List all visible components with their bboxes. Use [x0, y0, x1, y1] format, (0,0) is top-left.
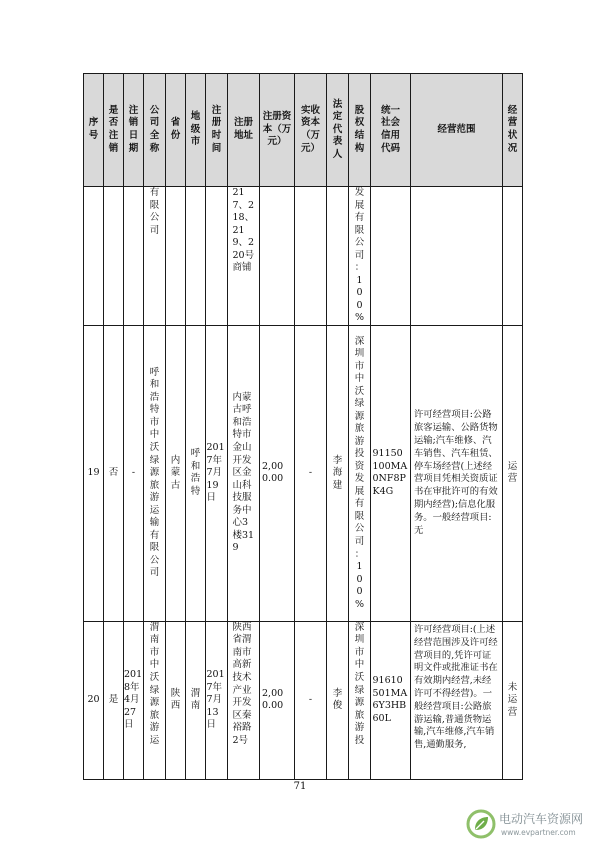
cell-credit-code: [371, 187, 411, 326]
header-scope: 经营范围: [411, 74, 503, 187]
header-reg-time: 注册时间: [206, 74, 228, 187]
cell-legal-rep: 李俊: [327, 621, 349, 779]
watermark: [466, 807, 596, 843]
cell-company-name: 呼和浩特市中沃绿源旅游运输有限公司: [144, 325, 166, 621]
cell-scope: [411, 187, 503, 326]
header-seq: 序号: [84, 74, 104, 187]
cell-seq: [84, 187, 104, 326]
header-city: 地级市: [186, 74, 206, 187]
cell-scope: 许可经营项目:公路旅客运输、公路货物运输;汽车维修、汽车销售、汽车租赁、停车场经营(上述经营项目凭相关资质证书在审批许可的有效期内经营);信息化服务。一般经营项目:无: [411, 325, 503, 621]
cell-company-name: 渭南市中沃绿源旅游运: [144, 621, 166, 779]
cell-paid-capital: [295, 187, 327, 326]
cell-seq: 19: [84, 325, 104, 621]
cell-cancel-date: 2018年4月27日: [124, 621, 144, 779]
cell-equity: 深圳市中沃绿源旅游投: [349, 621, 371, 779]
cell-reg-address: 内蒙古呼和浩特市金山开发区金山科技服务中心3楼319: [228, 325, 260, 621]
cell-reg-address: 217、218、219、220号商铺: [228, 187, 260, 326]
header-cancelled: 是否注销: [104, 74, 124, 187]
cell-legal-rep: 李海建: [327, 325, 349, 621]
cell-province: 陕西: [166, 621, 186, 779]
header-cancel-date: 注销日期: [124, 74, 144, 187]
cell-status: 未运营: [503, 621, 523, 779]
evpartner-logo-icon: [466, 809, 496, 839]
cell-credit-code: 91150100MA0NF8PK4G: [371, 325, 411, 621]
header-company-name: 公司全称: [144, 74, 166, 187]
header-province: 省份: [166, 74, 186, 187]
cell-province: [166, 187, 186, 326]
cell-province: 内蒙古: [166, 325, 186, 621]
cell-legal-rep: [327, 187, 349, 326]
cell-scope: 许可经营项目:(上述经营范围涉及许可经营项目的,凭许可证明文件或批准证书在有效期内经营,未经许可不得经营)。一般经营项目:公路旅游运输,普通货物运输,汽车维修,汽车销售,通勤服务,: [411, 621, 503, 779]
cell-cancel-date: -: [124, 325, 144, 621]
watermark-url: www.evpartner.com: [501, 828, 576, 837]
cell-cancelled: 是: [104, 621, 124, 779]
cell-equity: 深圳市中沃绿源旅游投资发展有限公司：100%: [349, 325, 371, 621]
table-row: [84, 187, 523, 326]
cell-reg-capital: 2,000.00: [260, 621, 295, 779]
table-row: [84, 621, 523, 779]
cell-paid-capital: -: [295, 325, 327, 621]
cell-city: [186, 187, 206, 326]
header-status: 经营状况: [503, 74, 523, 187]
cell-reg-address: 陕西省渭南市高新技术产业开发区秦裕路2号: [228, 621, 260, 779]
header-equity: 股权结构: [349, 74, 371, 187]
cell-city: 呼和浩特: [186, 325, 206, 621]
cell-reg-capital: 2,000.00: [260, 325, 295, 621]
cell-equity: 发展有限公司：100%: [349, 187, 371, 326]
cell-credit-code: 91610501MA6Y3HB60L: [371, 621, 411, 779]
company-table: [83, 73, 523, 780]
cell-cancel-date: [124, 187, 144, 326]
cell-company-name: 有限公司: [144, 187, 166, 326]
cell-cancelled: 否: [104, 325, 124, 621]
cell-cancelled: [104, 187, 124, 326]
header-reg-capital: 注册资本（万元）: [260, 74, 295, 187]
cell-reg-time: 2017年7月19日: [206, 325, 228, 621]
header-legal-rep: 法定代表人: [327, 74, 349, 187]
page-number: 71: [293, 781, 307, 792]
header-reg-address: 注册地址: [228, 74, 260, 187]
cell-paid-capital: -: [295, 621, 327, 779]
cell-city: 渭南: [186, 621, 206, 779]
cell-reg-time: [206, 187, 228, 326]
table-row: [84, 325, 523, 621]
header-paid-capital: 实收资本（万元）: [295, 74, 327, 187]
cell-status: [503, 187, 523, 326]
cell-reg-capital: [260, 187, 295, 326]
header-row: [84, 74, 523, 187]
cell-reg-time: 2017年7月13日: [206, 621, 228, 779]
header-credit-code: 统一社会信用代码: [371, 74, 411, 187]
cell-seq: 20: [84, 621, 104, 779]
watermark-name: 电动汽车资源网: [499, 812, 584, 826]
cell-status: 运营: [503, 325, 523, 621]
